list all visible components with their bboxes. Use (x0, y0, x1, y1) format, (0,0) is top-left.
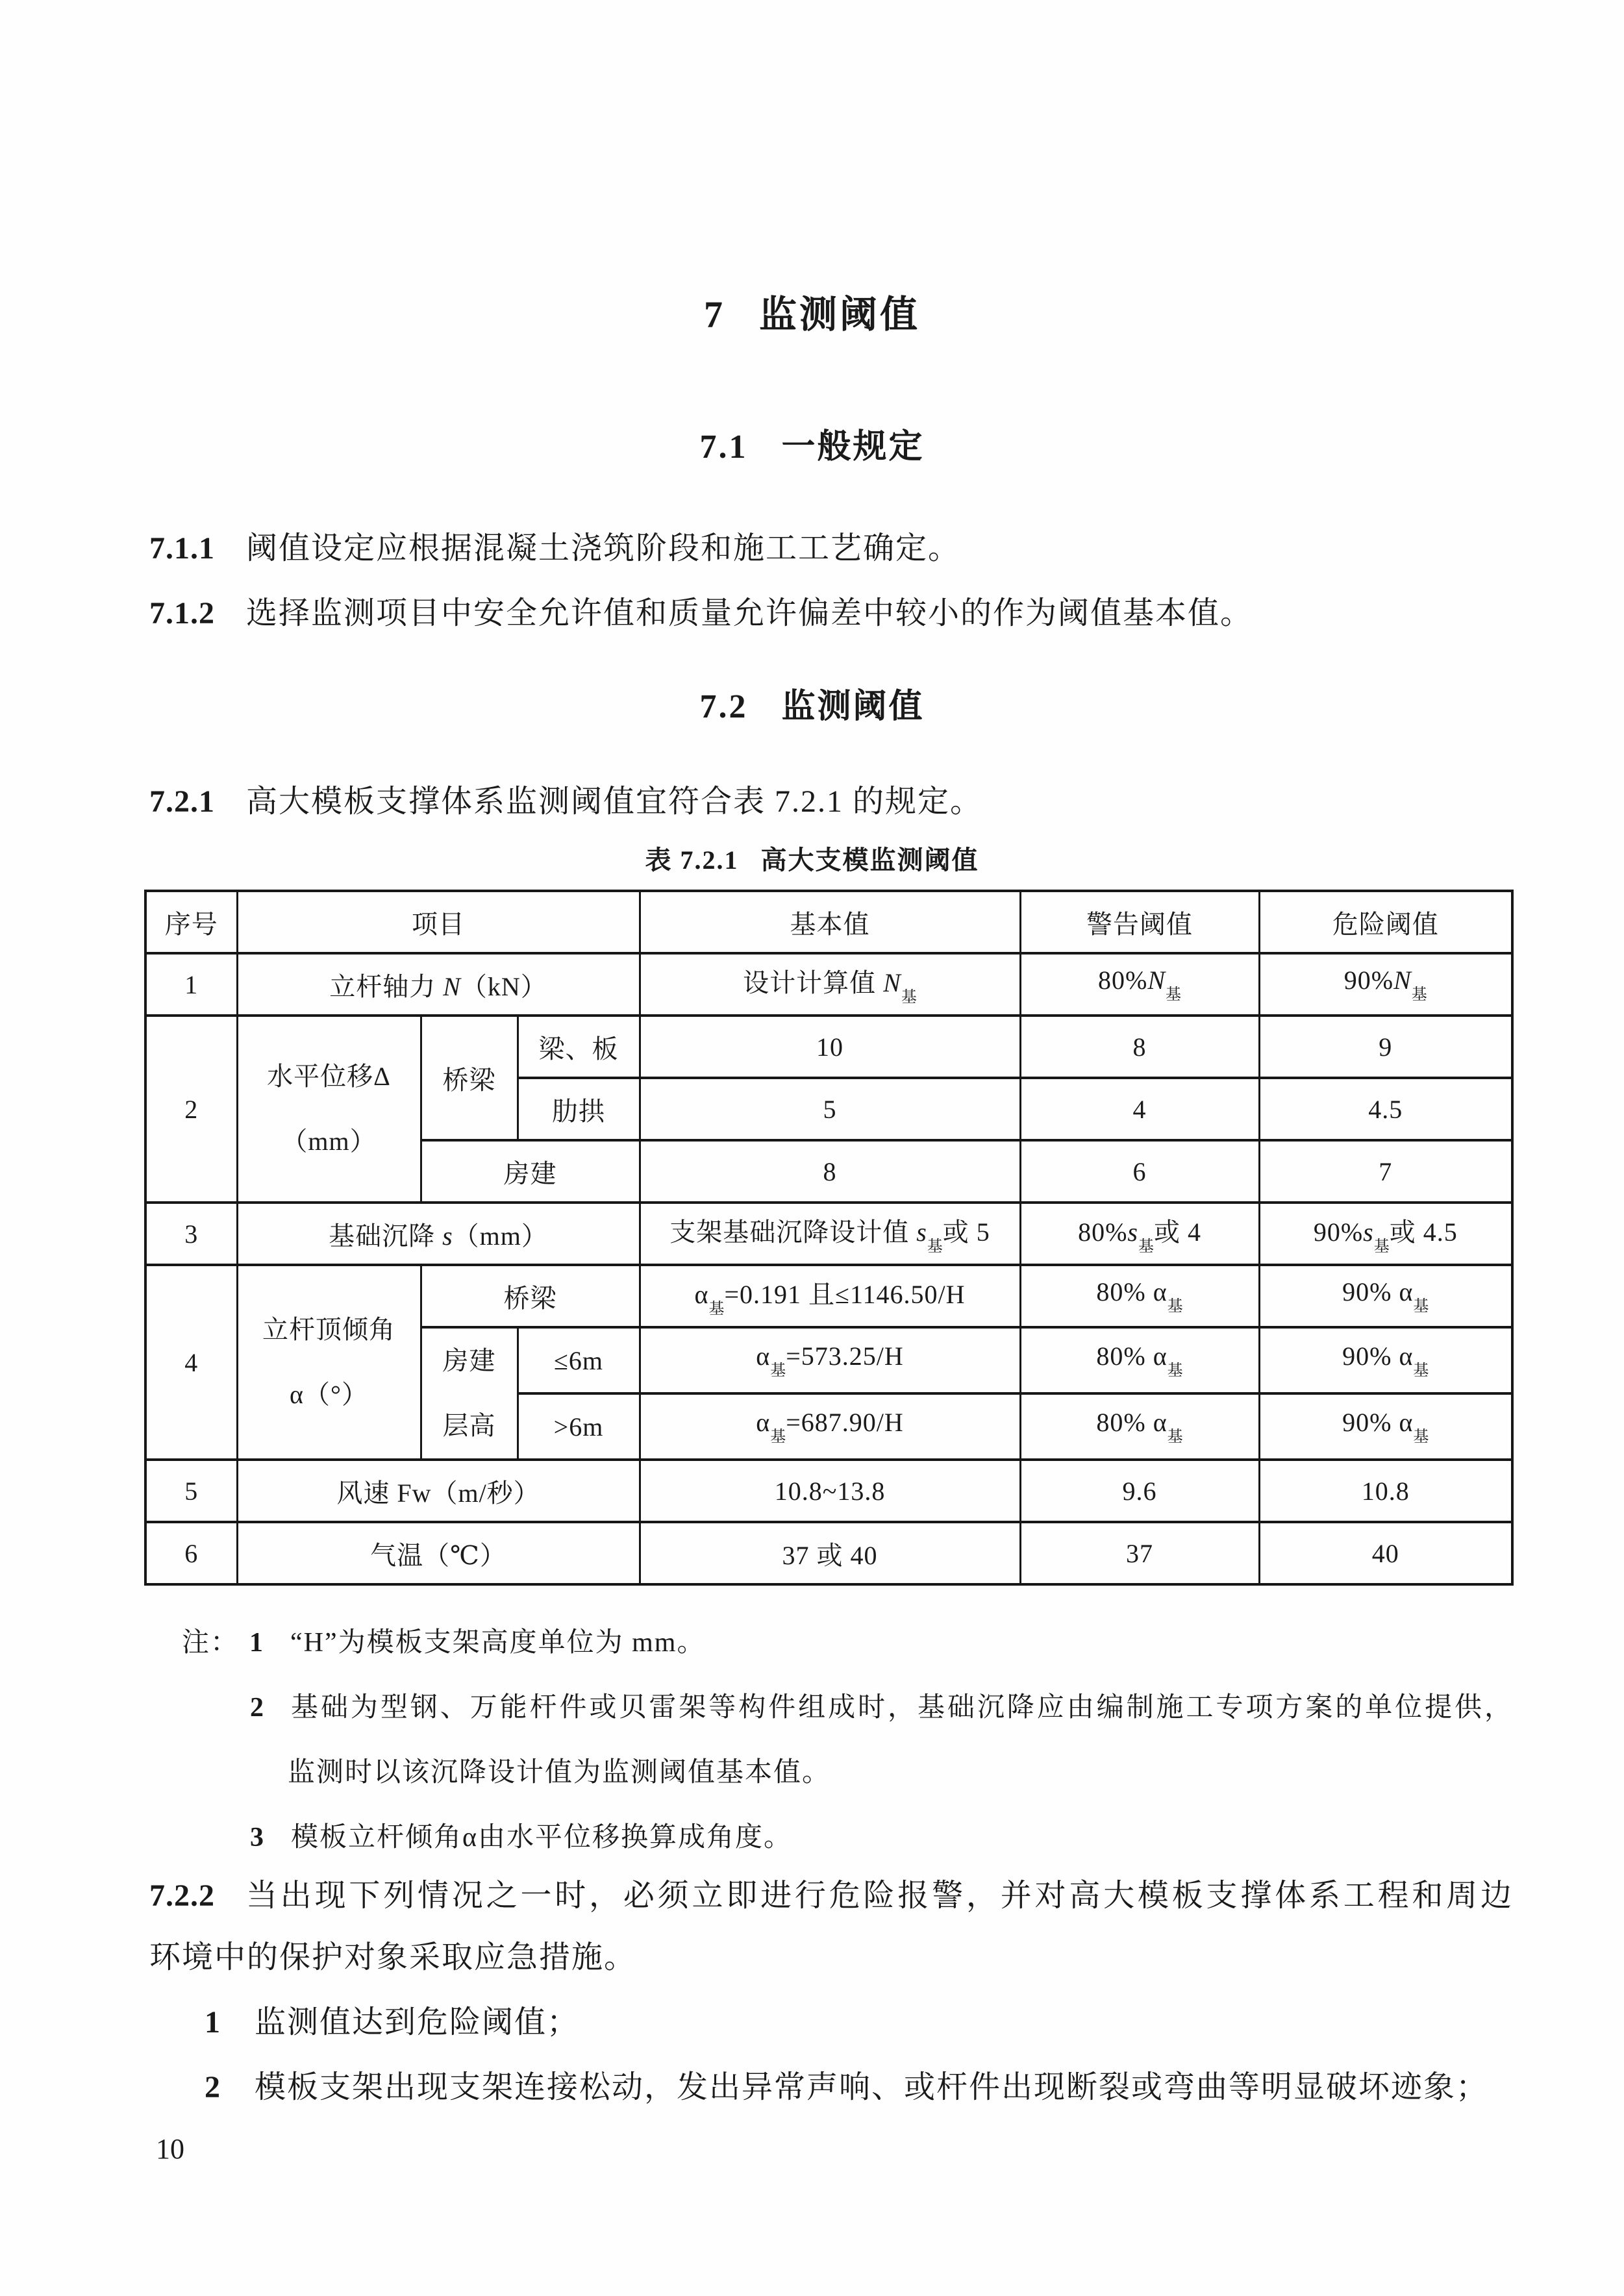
r2-no: 2 (145, 1016, 237, 1203)
clause-7-2-2-text-line-1: 当出现下列情况之一时，必须立即进行危险报警，并对高大模板支撑体系工程和周边 (246, 1878, 1513, 1913)
header-warn: 警告阈值 (1020, 891, 1259, 953)
r2-beam-warn: 8 (1020, 1016, 1259, 1078)
r5-base: 10.8~13.8 (640, 1460, 1020, 1522)
r4-gt6-base: $\alpha_基=687.90/H$ (640, 1393, 1020, 1460)
note-3-number: 3 (250, 1823, 265, 1853)
table-row-3 (145, 1203, 1512, 1265)
r6-base: 37 或 40 (640, 1522, 1020, 1584)
table-row-5 (145, 1460, 1512, 1522)
table-caption-title: 高大支模监测阈值 (760, 845, 979, 875)
clause-7-2-2-number: 7.2.2 (149, 1878, 215, 1913)
clause-7-2-2-line-2 (149, 1925, 1513, 1990)
r4-no: 4 (145, 1265, 237, 1460)
r2-item: 水平位移Δ （mm） (237, 1016, 421, 1203)
r3-no: 3 (145, 1203, 237, 1265)
r5-danger: 10.8 (1259, 1460, 1512, 1522)
r4-house-label: 房建 层高 (421, 1327, 518, 1460)
table-row-1 (145, 953, 1512, 1016)
header-base: 基本值 (640, 891, 1020, 953)
clause-7-2-1-number: 7.2.1 (149, 784, 215, 819)
note-1-text: “H”为模板支架高度单位为 mm。 (290, 1628, 706, 1658)
clause-7-1-1 (149, 516, 1513, 581)
r2-rib-label: 肋拱 (518, 1078, 640, 1140)
clause-7-1-2 (149, 581, 1513, 646)
table-header-row (145, 891, 1512, 953)
r2-house-base: 8 (640, 1140, 1020, 1203)
r5-warn: 9.6 (1020, 1460, 1259, 1522)
section-7-1-title: 一般规定 (781, 429, 925, 466)
r1-danger: $90\%N_基$ (1259, 953, 1512, 1016)
note-3 (250, 1805, 1513, 1870)
r5-no: 5 (145, 1460, 237, 1522)
r2-house-danger: 7 (1259, 1140, 1512, 1203)
r4-le6-label: ≤6m (518, 1327, 640, 1393)
table-caption-label: 表 7.2.1 (645, 845, 739, 875)
table-row-6 (145, 1522, 1512, 1584)
header-item: 项目 (237, 891, 640, 953)
r6-no: 6 (145, 1522, 237, 1584)
r2-beam-label: 梁、板 (518, 1016, 640, 1078)
list-item-2 (205, 2055, 1513, 2120)
clause-7-1-1-number: 7.1.1 (149, 531, 215, 566)
list-item-1-text: 监测值达到危险阈值； (255, 2005, 580, 2040)
r2-beam-danger: 9 (1259, 1016, 1512, 1078)
r1-no: 1 (145, 953, 237, 1016)
section-7-2-number: 7.2 (699, 688, 748, 725)
clause-7-2-1-text: 高大模板支撑体系监测阈值宜符合表 7.2.1 的规定。 (246, 784, 983, 819)
note-2-text-line-1: 基础为型钢、万能杆件或贝雷架等构件组成时，基础沉降应由编制施工专项方案的单位提供， (291, 1693, 1513, 1723)
r2-bridge-label: 桥梁 (421, 1016, 518, 1140)
list-item-2-text: 模板支架出现支架连接松动，发出异常声响、或杆件出现断裂或弯曲等明显破坏迹象； (255, 2070, 1489, 2104)
r3-warn: $80\%s_基$或 4 (1020, 1203, 1259, 1265)
r2-rib-warn: 4 (1020, 1078, 1259, 1140)
r3-danger: $90\%s_基$或 4.5 (1259, 1203, 1512, 1265)
table-row-2-beam (145, 1016, 1512, 1078)
section-heading-7-2 (0, 687, 1624, 727)
thresholds-table (144, 890, 1514, 1586)
section-7-2-title: 监测阈值 (781, 688, 925, 725)
r4-gt6-label: >6m (518, 1393, 640, 1460)
clause-7-2-2-text-line-2: 环境中的保护对象采取应急措施。 (149, 1940, 637, 1975)
chapter-heading (0, 293, 1624, 336)
note-3-text: 模板立杆倾角α由水平位移换算成角度。 (291, 1823, 793, 1853)
clause-7-1-2-text: 选择监测项目中安全允许值和质量允许偏差中较小的作为阈值基本值。 (246, 596, 1253, 630)
note-2-text-line-2: 监测时以该沉降设计值为监测阈值基本值。 (288, 1758, 831, 1788)
note-2-continuation (288, 1740, 1515, 1805)
notes-label: 注： (182, 1628, 240, 1658)
clause-7-2-1 (149, 769, 1513, 834)
chapter-title-text: 监测阈值 (758, 293, 920, 336)
clause-7-1-1-text: 阈值设定应根据混凝土浇筑阶段和施工工艺确定。 (246, 531, 961, 566)
r2-house-warn: 6 (1020, 1140, 1259, 1203)
chapter-number: 7 (703, 293, 725, 336)
r2-beam-base: 10 (640, 1016, 1020, 1078)
header-no: 序号 (145, 891, 237, 953)
list-item-1-number: 1 (205, 2005, 221, 2040)
table-row-4-bridge (145, 1265, 1512, 1327)
section-7-1-number: 7.1 (699, 429, 748, 466)
r4-le6-base: $\alpha_基=573.25/H$ (640, 1327, 1020, 1393)
r3-item: 基础沉降 s（mm） (237, 1203, 640, 1265)
r3-base: 支架基础沉降设计值 $s_基$或 5 (640, 1203, 1020, 1265)
r6-danger: 40 (1259, 1522, 1512, 1584)
r2-rib-base: 5 (640, 1078, 1020, 1140)
note-2 (250, 1675, 1513, 1740)
section-heading-7-1 (0, 427, 1624, 468)
r5-item: 风速 Fw（m/秒） (237, 1460, 640, 1522)
page-number: 10 (156, 2133, 184, 2165)
header-danger: 危险阈值 (1259, 891, 1512, 953)
r2-house-label: 房建 (421, 1140, 640, 1203)
r4-le6-danger: 90% $\alpha_基$ (1259, 1327, 1512, 1393)
r6-warn: 37 (1020, 1522, 1259, 1584)
clause-7-1-2-number: 7.1.2 (149, 596, 215, 630)
r6-item: 气温（℃） (237, 1522, 640, 1584)
note-1 (182, 1610, 1513, 1675)
r4-bridge-label: 桥梁 (421, 1265, 640, 1327)
r4-gt6-warn: 80% $\alpha_基$ (1020, 1393, 1259, 1460)
r4-bridge-base: $\alpha_基=0.191$ 且≤1146.50/H (640, 1265, 1020, 1327)
list-item-1 (205, 1990, 1513, 2055)
note-1-number: 1 (249, 1628, 265, 1658)
r4-gt6-danger: 90% $\alpha_基$ (1259, 1393, 1512, 1460)
r1-item: 立杆轴力 N（kN） (237, 953, 640, 1016)
list-item-2-number: 2 (205, 2070, 221, 2104)
r4-bridge-warn: 80% $\alpha_基$ (1020, 1265, 1259, 1327)
r4-item: 立杆顶倾角 α（°） (237, 1265, 421, 1460)
r4-bridge-danger: 90% $\alpha_基$ (1259, 1265, 1512, 1327)
r1-base: 设计计算值 $N_基$ (640, 953, 1020, 1016)
clause-7-2-2-line-1 (149, 1864, 1513, 1928)
table-caption (0, 845, 1624, 876)
r1-warn: $80\%N_基$ (1020, 953, 1259, 1016)
note-2-number: 2 (250, 1693, 265, 1723)
r2-rib-danger: 4.5 (1259, 1078, 1512, 1140)
r4-le6-warn: 80% $\alpha_基$ (1020, 1327, 1259, 1393)
